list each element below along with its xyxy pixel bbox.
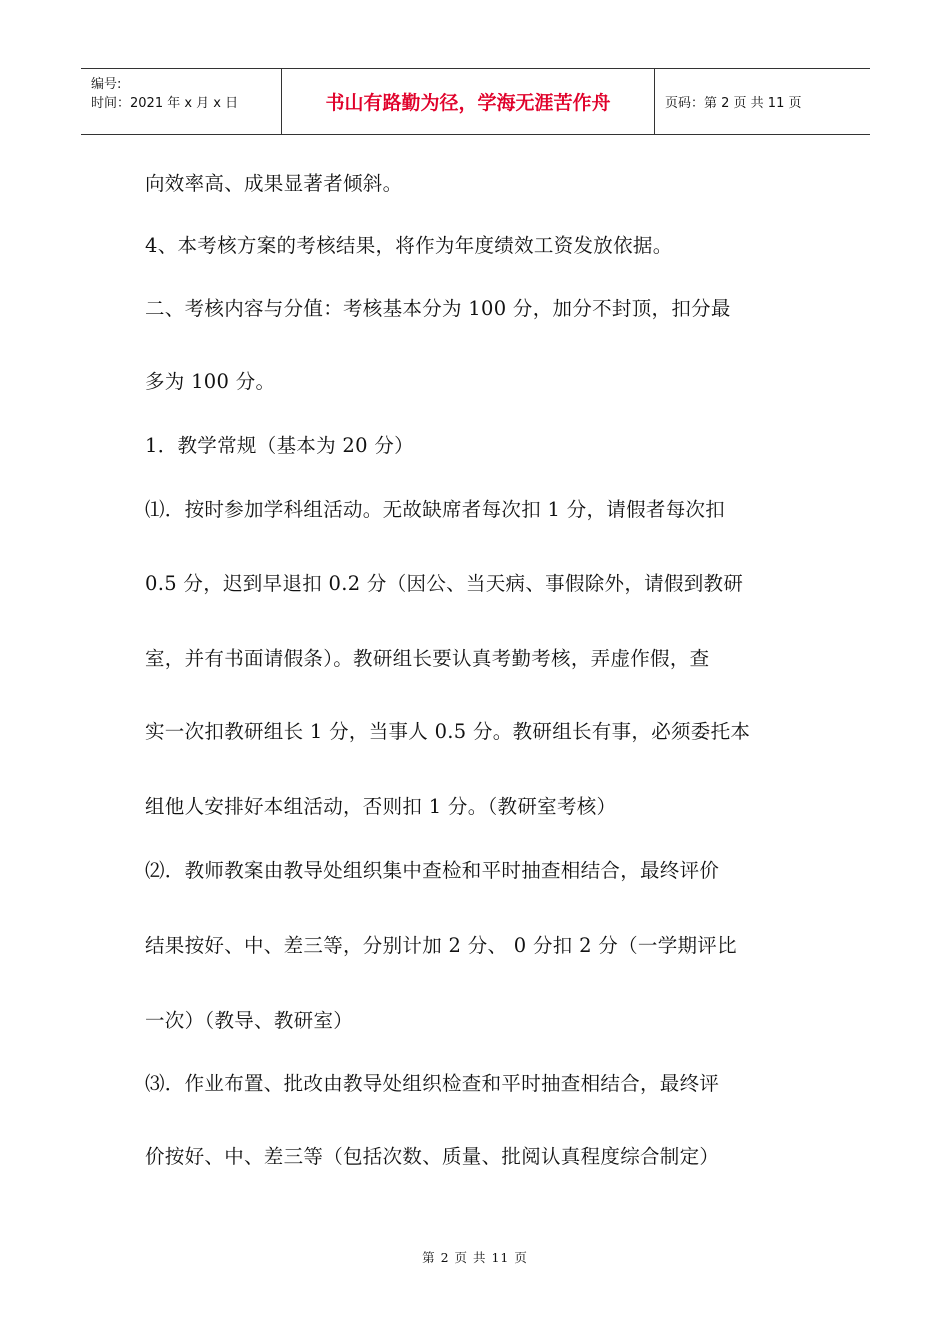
body-line: ⑴．按时参加学科组活动。无故缺席者每次扣 1 分，请假者每次扣 [145, 498, 726, 521]
body-line: ⑵．教师教案由教导处组织集中查检和平时抽查相结合，最终评价 [145, 859, 720, 882]
page-label: 页码：第 2 页 共 11 页 [665, 96, 802, 111]
body-line: 一次）（教导、教研室） [145, 1009, 354, 1032]
motto-text: 书山有路勤为径，学海无涯苦作舟 [325, 92, 611, 114]
body-line: 多为 100 分。 [145, 370, 276, 393]
body-line: 向效率高、成果显著者倾斜。 [145, 172, 403, 195]
body-line: ⑶．作业布置、批改由教导处组织检查和平时抽查相结合，最终评 [145, 1072, 720, 1095]
date-label: 时间：2021 年 x 月 x 日 [91, 96, 239, 111]
body-line: 室，并有书面请假条）。教研组长要认真考勤考核，弄虚作假，查 [145, 647, 710, 670]
body-line: 结果按好、中、差三等，分别计加 2 分、 0 分扣 2 分（一学期评比 [145, 934, 737, 957]
body-line: 实一次扣教研组长 1 分，当事人 0.5 分。教研组长有事，必须委托本 [145, 720, 751, 743]
header-meta-cell [81, 69, 282, 134]
body-line: 价按好、中、差三等（包括次数、质量、批阅认真程度综合制定） [145, 1145, 720, 1168]
number-label: 编号: [91, 77, 122, 92]
page-footer [0, 1248, 950, 1266]
body-line: 4、本考核方案的考核结果，将作为年度绩效工资发放依据。 [145, 234, 673, 257]
body-line: 组他人安排好本组活动，否则扣 1 分。（教研室考核） [145, 795, 617, 818]
body-line: 0.5 分，迟到早退扣 0.2 分（因公、当天病、事假除外，请假到教研 [145, 572, 744, 595]
document-header [81, 68, 870, 135]
motto-cell [282, 69, 655, 134]
body-line: 二、考核内容与分值：考核基本分为 100 分，加分不封顶，扣分最 [145, 297, 731, 320]
page-label-cell [655, 69, 870, 134]
footer-page-number: 第 2 页 共 11 页 [422, 1250, 528, 1265]
body-line: 1．教学常规（基本为 20 分） [145, 434, 414, 457]
